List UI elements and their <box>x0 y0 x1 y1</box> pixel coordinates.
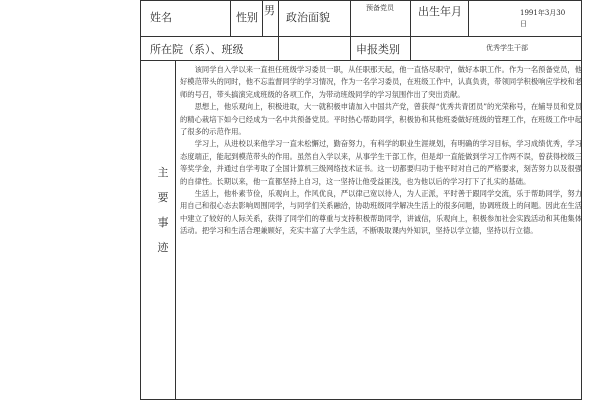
row2-divider-1 <box>278 36 279 60</box>
category-value: 优秀学生干部 <box>486 44 528 52</box>
dept-label: 所在院（系）、班级 <box>150 43 244 56</box>
form-border-row2 <box>140 60 582 61</box>
row1-divider-2 <box>262 0 263 36</box>
row2-divider-2 <box>350 36 351 60</box>
gender-value: 男 <box>264 4 275 17</box>
gender-label: 性别 <box>236 11 258 24</box>
row1-divider-1 <box>230 0 231 36</box>
paragraph-intro: 该同学自入学以来一直担任班级学习委员一职，从任职那天起，他一直恪尽职守，做好本职工作。作为一名预备党员，他好模范带头的同时，他不忘监督同学的学习情况，作为一名学习委员，在班级工作中，认真负责，带领同学积极响应学校和老师的号召，带头搞演完成班级的各项工作，为带动班级同学的学习氛围作出了突出贡献。 <box>180 65 582 99</box>
form-border-left <box>140 0 141 400</box>
form-divider-main <box>175 60 176 400</box>
row1-divider-6 <box>468 0 469 36</box>
name-label: 姓名 <box>150 11 172 24</box>
form-border-top <box>140 0 582 1</box>
row2-divider-3 <box>410 36 411 60</box>
main-deeds-content <box>180 64 582 238</box>
name-value[interactable] <box>176 2 228 34</box>
main-deeds-label: 主 要 事 迹 <box>157 166 169 254</box>
dept-value[interactable] <box>280 38 348 58</box>
category-label: 申报类别 <box>356 43 400 56</box>
row1-divider-5 <box>410 0 411 36</box>
politics-label: 政治面貌 <box>286 11 330 24</box>
form-border-row1 <box>140 36 582 37</box>
paragraph-thought: 思想上，他乐观向上，积极进取，大一就积极申请加入中国共产党，曾获得“优秀共青团员”的光荣称号，在辅导员和党员的精心栽培下如今已经成为一名中共预备党员。平时热心帮助同学，积极协和其他班委做好班级的管理工作，在班级工作中起了很多的示范作用。 <box>180 102 582 137</box>
paragraph-study: 学习上，从进校以来他学习一直未松懈过，勤奋努力，有科学的职业生涯规划，有明确的学习目标，学习成绩优秀，学习态度端正，能起到模范带头的作用。虽然自入学以来，从事学生干部工作，但是却一直能做到学习工作两不误，曾获得校级三等奖学金，并通过自学考取了全国计算机三级网络技术证书。这一切都要归功于他平时对自己的严格要求，刻苦努力以及很强的自律性。长期以来，他一直都坚持上自习，这一坚持让他受益匪浅，也为他以后的学习打下了扎实的基础。 <box>180 139 582 186</box>
birth-value: 1991年3月30日 <box>520 9 566 28</box>
paragraph-life: 生活上，他朴素节俭，乐观向上，作风优良，严以律己宽以待人，为人正派，平时善于跟同学交流，乐于帮助同学，努力用自己和很心态去影响周围同学，与同学们关系融洽，协助班级同学解决生活上的很多问题，协调班级上的问题。因此在生活中建立了较好的人际关系，获得了同学们的尊重与支持积极帮助同学，讲诚信，乐观向上，积极参加社会实践活动和其他集体活动。把学习和生活合理兼顾好，充实丰富了大学生活，不断吸取课内外知识，坚持以学立德，坚持以行立德。 <box>180 189 582 236</box>
birth-label: 出生年月 <box>418 5 462 18</box>
politics-value: 预备党员 <box>366 4 394 12</box>
row1-divider-3 <box>278 0 279 36</box>
row1-divider-4 <box>350 0 351 36</box>
